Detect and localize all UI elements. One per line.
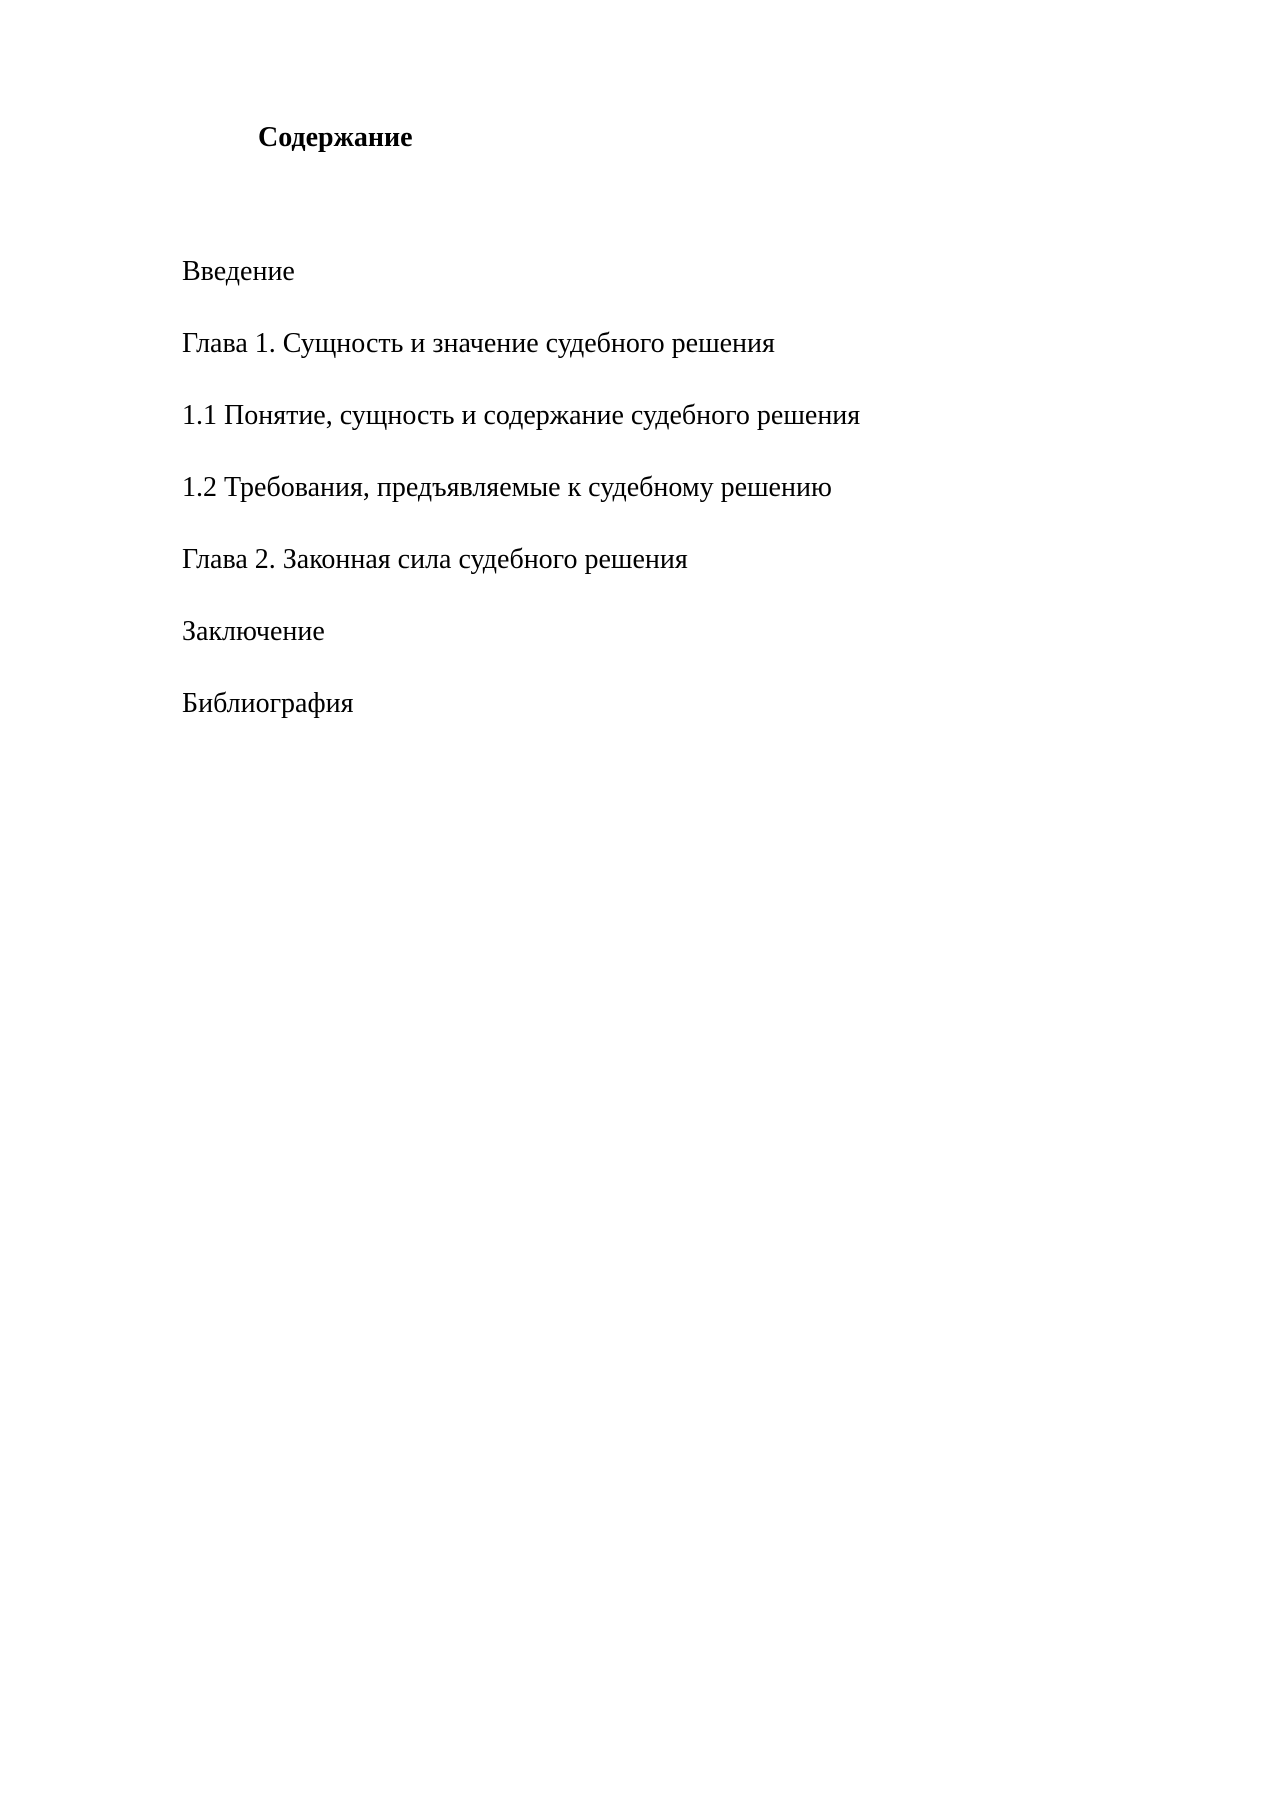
toc-entry-chapter-2: Глава 2. Законная сила судебного решения (182, 544, 688, 575)
toc-entry-section-1-1: 1.1 Понятие, сущность и содержание судебного решения (182, 400, 861, 431)
table-of-contents-title: Содержание (258, 122, 413, 153)
toc-entry-introduction: Введение (182, 256, 295, 287)
toc-entry-chapter-1: Глава 1. Сущность и значение судебного решения (182, 328, 775, 359)
toc-entry-conclusion: Заключение (182, 616, 325, 647)
toc-entry-bibliography: Библиография (182, 688, 354, 719)
table-of-contents-list (182, 252, 860, 756)
toc-entry-section-1-2: 1.2 Требования, предъявляемые к судебному решению (182, 472, 832, 503)
